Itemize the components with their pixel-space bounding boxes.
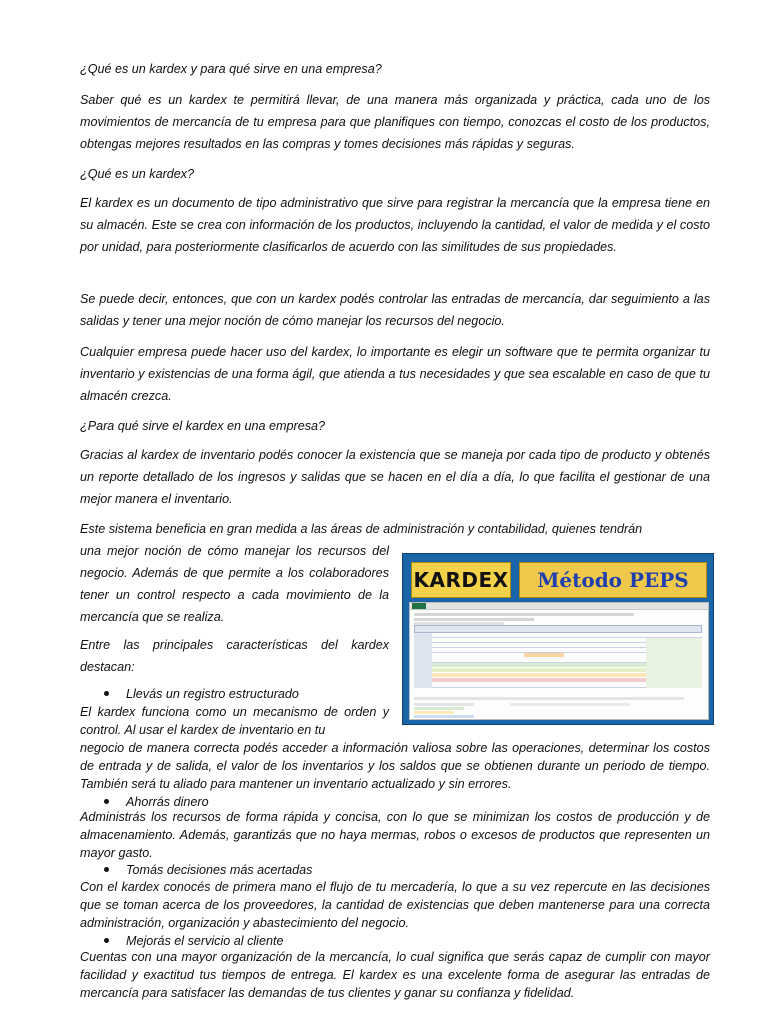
spreadsheet-ribbon [410,603,708,610]
question-heading-3: ¿Para qué sirve el kardex en una empresa? [80,419,326,433]
kardex-peps-image [402,553,714,725]
paragraph-purpose: Gracias al kardex de inventario podés conocer la existencia que se maneja por cada tipo de producto y obtenés un reporte detallado de los ingresos y salidas que se hacen en el día a día, lo que facilita el gestionar de una mejor manera el inventario. [80,448,710,506]
paragraph-features-intro: Entre las principales características del kardex destacan: [80,638,389,674]
bullet-text-1-narrow: El kardex funciona como un mecanismo de orden y control. Al usar el kardex de inventario en tu [80,705,389,737]
paragraph-software: Cualquier empresa puede hacer uso del kardex, lo importante es elegir un software que te permita organizar tu inventario y existencias de una forma ágil, que atienda a tus necesidades y que sea escalable en caso de que tu almacén crezca. [80,345,710,403]
paragraph-definition: El kardex es un documento de tipo administrativo que sirve para registrar la mercancía que la empresa tiene en su almacén. Este se crea con información de los productos, incluyendo la cantidad, el valor de medida y el costo por unidad, para posteriormente clasificarlos de acuerdo con las similitudes de sus propiedades. [80,196,710,254]
bullet-text-4: Cuentas con una mayor organización de la mercancía, lo cual significa que serás capaz de cumplir con mayor facilidad y exactitud tus tiempos de entrega. El kardex es una excelente forma de asegurar las entradas de mercancía para satisfacer las demandas de tus clientes y ganar su confianza y fidelidad. [80,950,710,1000]
kardex-banner: KARDEX [411,562,511,598]
spreadsheet-grid [414,633,702,693]
paragraph-intro: Saber qué es un kardex te permitirá llevar, de una manera más organizada y práctica, cada uno de los movimientos de mercancía de tu empresa para que planifiques con tiempo, conozcas el costo de los productos, obtengas mejores resultados en las compras y tomes decisiones más rápidas y seguras. [80,93,710,151]
paragraph-benefit-line1: Este sistema beneficia en gran medida a las áreas de administración y contabilidad, quienes tendrán [80,522,643,536]
metodo-peps-banner: Método PEPS [519,562,707,598]
bullet-text-3: Con el kardex conocés de primera mano el flujo de tu mercadería, lo que a su vez repercute en las decisiones que se toman acerca de los proveedores, la cantidad de existencias que deben mantenerse para una correcta administración, organización y abastecimiento del negocio. [80,880,710,930]
question-heading-2: ¿Qué es un kardex? [80,167,195,181]
bullet-title-3: Tomás decisiones más acertadas [126,863,313,877]
question-heading-1: ¿Qué es un kardex y para qué sirve en una empresa? [80,62,382,76]
bullet-dot-1 [104,691,109,696]
paragraph-control: Se puede decir, entonces, que con un kardex podés controlar las entradas de mercancía, dar seguimiento a las salidas y tener una mejor noción de cómo manejar los recursos del negocio. [80,292,710,328]
bullet-text-1-wide: negocio de manera correcta podés acceder a información valiosa sobre las operaciones, determinar los costos de entrada y de salida, el valor de los inventarios y los saldos que se obtienen durante un periodo de tiempo. También será tu aliado para mantener un inventario actualizado y sin errores. [80,741,710,791]
bullet-text-2: Administrás los recursos de forma rápida y concisa, con lo que se minimizan los costos de producción y de almacenamiento. Además, garantizás que no haya mermas, robos o excesos de productos que representen un mayor gasto. [80,810,710,860]
spreadsheet-screenshot [409,602,709,720]
bullet-title-4: Mejorás el servicio al cliente [126,934,284,948]
paragraph-benefit-rest: una mejor noción de cómo manejar los recursos del negocio. Además de que permite a los colaboradores tener un control respecto a cada movimiento de la mercancía que se realiza. [80,544,389,624]
bullet-title-2: Ahorrás dinero [126,795,209,809]
bullet-dot-4 [104,938,109,943]
bullet-dot-2 [104,799,109,804]
spreadsheet-header-row [414,625,702,633]
bullet-dot-3 [104,867,109,872]
bullet-title-1: Llevás un registro estructurado [126,687,299,701]
